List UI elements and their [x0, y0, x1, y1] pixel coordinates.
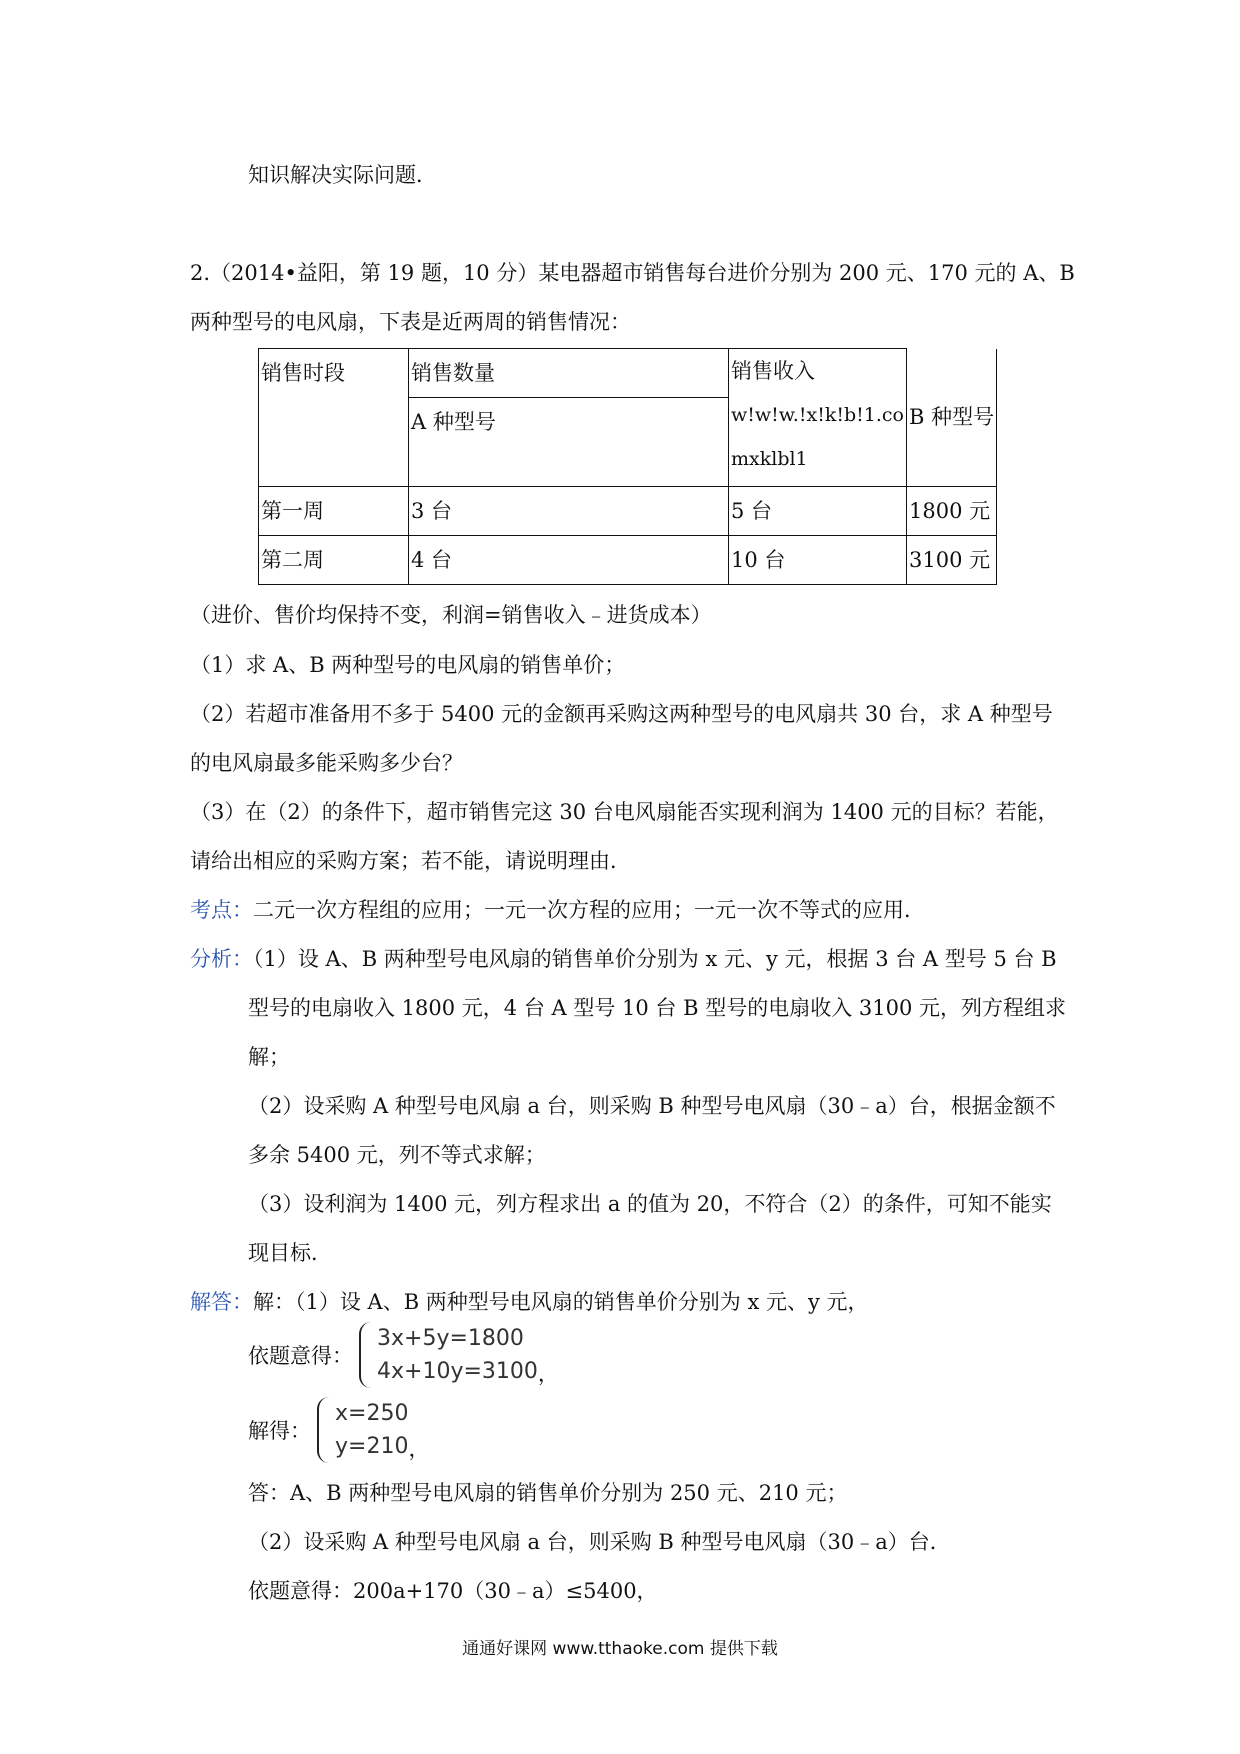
jiede-label: 解得： — [248, 1419, 311, 1443]
fenxi-line3: 解； — [248, 1045, 290, 1069]
table-sub-a-type: A 种型号 — [409, 398, 729, 487]
left-brace-icon — [317, 1397, 329, 1463]
equation-comma-2: ， — [408, 1437, 430, 1461]
fenxi-line6: （3）设利润为 1400 元，列方程求出 a 的值为 20，不符合（2）的条件，可知不能实 — [248, 1192, 1052, 1216]
fenxi-line7: 现目标． — [248, 1241, 332, 1265]
table-cell-a: 3 台 — [409, 487, 729, 536]
table-cell-period: 第一周 — [259, 487, 409, 536]
yiti-label-1: 依题意得： — [248, 1344, 353, 1368]
table-cell-revenue: 1800 元 — [907, 487, 997, 536]
table-cell-revenue: 3100 元 — [907, 536, 997, 585]
fenxi-line2: 型号的电扇收入 1800 元，4 台 A 型号 10 台 B 型号的电扇收入 3100 元，列方程组求 — [248, 996, 1066, 1020]
problem-stem-line2: 两种型号的电风扇，下表是近两周的销售情况： — [190, 310, 631, 334]
question-3-line2: 请给出相应的采购方案；若不能，请说明理由． — [190, 849, 631, 873]
table-header-revenue-cell — [729, 349, 907, 487]
continuation-text: 知识解决实际问题． — [248, 163, 437, 187]
jieda-text-1: 解：（1）设 A、B 两种型号电风扇的销售单价分别为 x 元、y 元， — [253, 1290, 869, 1314]
problem-note: （进价、售价均保持不变，利润=销售收入﹣进货成本） — [190, 603, 712, 627]
q2-setup: （2）设采购 A 种型号电风扇 a 台，则采购 B 种型号电风扇（30﹣a）台． — [248, 1530, 951, 1554]
table-row — [259, 487, 997, 536]
problem-stem-line1 — [190, 258, 1075, 288]
table-cell-a: 4 台 — [409, 536, 729, 585]
left-brace-icon — [359, 1322, 371, 1388]
table-sub-b-type: B 种型号 — [907, 349, 997, 487]
kaodian-label: 考点： — [190, 898, 253, 922]
table-row — [259, 536, 997, 585]
equation-lines-2 — [335, 1397, 408, 1463]
problem-number: 2. — [190, 261, 211, 285]
fenxi-line4: （2）设采购 A 种型号电风扇 a 台，则采购 B 种型号电风扇（30﹣a）台，根据金额不 — [248, 1094, 1056, 1118]
inequality-line: 依题意得：200a+170（30﹣a）≤5400， — [248, 1579, 658, 1603]
equation-1: 3x+5y=1800 — [377, 1326, 524, 1351]
fenxi-line1 — [190, 944, 1057, 974]
problem-source: （2014•益阳，第 19 题，10 分） — [210, 261, 539, 285]
question-3-line1: （3）在（2）的条件下，超市销售完这 30 台电风扇能否实现利润为 1400 元的目标？若能， — [190, 800, 1059, 824]
kaodian-line — [190, 895, 925, 925]
table-cell-b: 5 台 — [729, 487, 907, 536]
table-watermark-2: mxklbl1 — [731, 448, 808, 470]
equation-system-2 — [248, 1397, 429, 1463]
footer-credit: 通通好课网 www.tthaoke.com 提供下载 — [462, 1639, 778, 1659]
equation-comma-1: ， — [537, 1362, 559, 1386]
equation-lines-1 — [377, 1322, 538, 1388]
fenxi-label: 分析： — [190, 947, 253, 971]
solution-1: x=250 — [335, 1401, 409, 1426]
problem-stem-text: 某电器超市销售每台进价分别为 200 元、170 元的 A、B — [538, 261, 1075, 285]
table-cell-period: 第二周 — [259, 536, 409, 585]
question-1: （1）求 A、B 两种型号的电风扇的销售单价； — [190, 653, 626, 677]
jieda-label: 解答： — [190, 1290, 253, 1314]
sales-table — [258, 348, 997, 585]
equation-system-1 — [248, 1322, 559, 1388]
equation-2: 4x+10y=3100 — [377, 1359, 538, 1384]
fenxi-text-1: （1）设 A、B 两种型号电风扇的销售单价分别为 x 元、y 元，根据 3 台 A 型号 5 台 B — [253, 947, 1057, 971]
solution-2: y=210 — [335, 1434, 409, 1459]
table-header-revenue: 销售收入 — [731, 359, 815, 383]
table-watermark-1: w!w!w.!x!k!b!1.co — [731, 404, 904, 426]
table-header-quantity: 销售数量 — [409, 349, 729, 398]
kaodian-text: 二元一次方程组的应用；一元一次方程的应用；一元一次不等式的应用． — [253, 898, 925, 922]
fenxi-line5: 多余 5400 元，列不等式求解； — [248, 1143, 546, 1167]
answer-1: 答：A、B 两种型号电风扇的销售单价分别为 250 元、210 元； — [248, 1481, 848, 1505]
jieda-line1 — [190, 1287, 869, 1317]
table-cell-b: 10 台 — [729, 536, 907, 585]
table-header-period: 销售时段 — [259, 349, 409, 487]
question-2-line2: 的电风扇最多能采购多少台？ — [190, 751, 463, 775]
question-2-line1: （2）若超市准备用不多于 5400 元的金额再采购这两种型号的电风扇共 30 台，求 A 种型号 — [190, 702, 1053, 726]
